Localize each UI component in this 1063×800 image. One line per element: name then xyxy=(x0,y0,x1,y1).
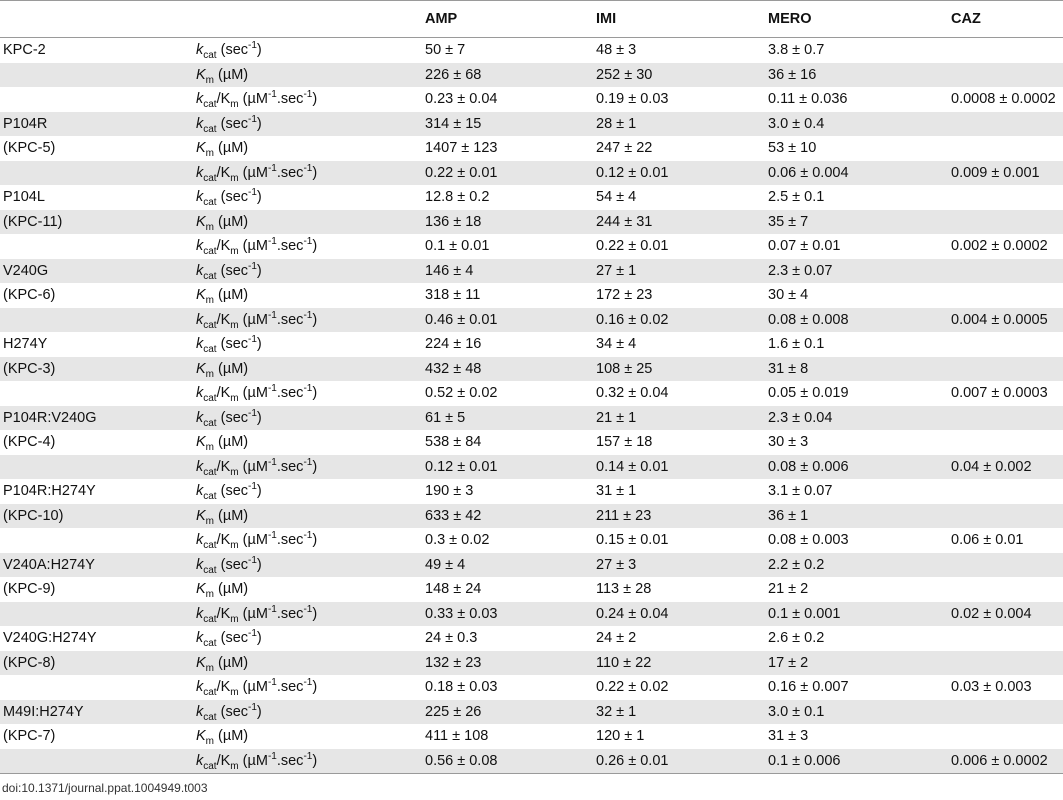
value-cell-amp: 0.33 ± 0.03 xyxy=(422,602,593,627)
value-cell-imi: 0.15 ± 0.01 xyxy=(596,532,669,548)
table-row xyxy=(0,553,1063,578)
enzyme-cell: (KPC-11) xyxy=(0,210,193,235)
value-cell-amp: 12.8 ± 0.2 xyxy=(425,189,490,205)
value-cell-caz xyxy=(948,626,1063,651)
value-cell-mero: 0.16 ± 0.007 xyxy=(768,679,849,695)
value-cell-amp: 148 ± 24 xyxy=(425,581,482,597)
table-row xyxy=(0,381,1063,406)
value-cell-imi: 247 ± 22 xyxy=(596,140,653,156)
enzyme-cell xyxy=(0,63,193,88)
value-cell-amp: 146 ± 4 xyxy=(422,259,593,284)
table-body xyxy=(0,38,1063,774)
value-cell-caz: 0.06 ± 0.01 xyxy=(951,532,1024,548)
value-cell-amp: 0.56 ± 0.08 xyxy=(422,749,593,774)
value-cell-amp: 24 ± 0.3 xyxy=(425,630,478,646)
value-cell-caz xyxy=(948,63,1063,88)
value-cell-imi: 120 ± 1 xyxy=(596,728,645,744)
value-cell-caz: 0.004 ± 0.0005 xyxy=(948,308,1063,333)
parameter-cell: $k_{cat}$ $(\sec^{-1})$ xyxy=(193,112,422,137)
value-cell-amp: 318 ± 11 xyxy=(425,287,481,303)
table-row xyxy=(0,602,1063,627)
value-cell-amp: 190 ± 3 xyxy=(425,483,474,499)
value-cell-mero: 31 ± 8 xyxy=(765,357,948,382)
table-row xyxy=(0,406,1063,431)
value-cell-imi: 0.26 ± 0.01 xyxy=(593,749,765,774)
parameter-cell: $k_{cat}/K_m$ $(\mu M^{-1}.\sec^{-1})$ xyxy=(196,236,318,257)
value-cell-imi: 157 ± 18 xyxy=(596,434,653,450)
parameter-cell: $k_{cat}$ $(\sec^{-1})$ xyxy=(196,628,262,649)
value-cell-mero: 31 ± 3 xyxy=(768,728,809,744)
enzyme-cell: (KPC-8) xyxy=(0,651,193,676)
header-amp: AMP xyxy=(422,1,593,38)
value-cell-caz: 0.002 ± 0.0002 xyxy=(951,238,1048,254)
header-imi: IMI xyxy=(593,1,765,38)
value-cell-caz xyxy=(948,504,1063,529)
value-cell-caz: 0.006 ± 0.0002 xyxy=(948,749,1063,774)
value-cell-mero: 0.08 ± 0.008 xyxy=(765,308,948,333)
header-mero: MERO xyxy=(765,1,948,38)
value-cell-caz: 0.009 ± 0.001 xyxy=(948,161,1063,186)
parameter-cell: $k_{cat}$ $(\sec^{-1})$ xyxy=(193,259,422,284)
value-cell-amp: 432 ± 48 xyxy=(422,357,593,382)
value-cell-caz xyxy=(948,430,1063,455)
value-cell-mero: 0.05 ± 0.019 xyxy=(768,385,849,401)
table-row xyxy=(0,626,1063,651)
value-cell-imi: 54 ± 4 xyxy=(596,189,637,205)
enzyme-cell: H274Y xyxy=(3,336,48,352)
doi-caption: doi:10.1371/journal.ppat.1004949.t003 xyxy=(2,781,208,795)
value-cell-imi: 0.22 ± 0.02 xyxy=(596,679,669,695)
value-cell-mero: 30 ± 4 xyxy=(768,287,809,303)
value-cell-imi: 172 ± 23 xyxy=(596,287,653,303)
value-cell-caz xyxy=(948,259,1063,284)
parameter-cell: $k_{cat}$ $(\sec^{-1})$ xyxy=(193,553,422,578)
parameter-cell: $K_m$ (µM) xyxy=(196,140,249,159)
enzyme-cell: P104R:V240G xyxy=(0,406,193,431)
enzyme-cell: V240G:H274Y xyxy=(3,630,97,646)
parameter-cell: $k_{cat}$ $(\sec^{-1})$ xyxy=(196,481,262,502)
value-cell-mero: 0.08 ± 0.006 xyxy=(765,455,948,480)
table-row xyxy=(0,749,1063,774)
table-row xyxy=(0,700,1063,725)
value-cell-mero: 3.1 ± 0.07 xyxy=(768,483,833,499)
parameter-cell: $k_{cat}$ $(\sec^{-1})$ xyxy=(196,40,262,61)
parameter-cell: $K_m$ (µM) xyxy=(196,581,249,600)
enzyme-cell: (KPC-10) xyxy=(0,504,193,529)
value-cell-amp: 0.22 ± 0.01 xyxy=(422,161,593,186)
value-cell-mero: 35 ± 7 xyxy=(765,210,948,235)
header-enzyme xyxy=(0,1,193,38)
parameter-cell: $k_{cat}/K_m$ $(\mu M^{-1}.\sec^{-1})$ xyxy=(193,455,422,480)
value-cell-mero: 2.3 ± 0.04 xyxy=(765,406,948,431)
value-cell-caz xyxy=(948,700,1063,725)
value-cell-caz: 0.04 ± 0.002 xyxy=(948,455,1063,480)
value-cell-amp: 224 ± 16 xyxy=(425,336,482,352)
parameter-cell: $k_{cat}/K_m$ $(\mu M^{-1}.\sec^{-1})$ xyxy=(196,677,318,698)
enzyme-cell: P104R xyxy=(0,112,193,137)
value-cell-imi: 21 ± 1 xyxy=(593,406,765,431)
value-cell-mero: 3.0 ± 0.1 xyxy=(765,700,948,725)
value-cell-imi: 244 ± 31 xyxy=(593,210,765,235)
value-cell-amp: 49 ± 4 xyxy=(422,553,593,578)
value-cell-imi: 108 ± 25 xyxy=(593,357,765,382)
value-cell-imi: 0.32 ± 0.04 xyxy=(596,385,669,401)
value-cell-caz xyxy=(948,210,1063,235)
value-cell-mero: 0.08 ± 0.003 xyxy=(768,532,849,548)
value-cell-amp: 1407 ± 123 xyxy=(425,140,498,156)
value-cell-caz xyxy=(948,577,1063,602)
table-row xyxy=(0,479,1063,504)
parameter-cell: $k_{cat}/K_m$ $(\mu M^{-1}.\sec^{-1})$ xyxy=(193,308,422,333)
enzyme-cell xyxy=(0,455,193,480)
enzyme-cell: KPC-2 xyxy=(3,42,46,58)
value-cell-imi: 0.16 ± 0.02 xyxy=(593,308,765,333)
value-cell-amp: 0.18 ± 0.03 xyxy=(425,679,498,695)
value-cell-imi: 32 ± 1 xyxy=(593,700,765,725)
enzyme-cell: P104R:H274Y xyxy=(3,483,96,499)
table-row xyxy=(0,724,1063,749)
parameter-cell: $k_{cat}$ $(\sec^{-1})$ xyxy=(193,406,422,431)
value-cell-caz: 0.03 ± 0.003 xyxy=(951,679,1032,695)
value-cell-amp: 0.52 ± 0.02 xyxy=(425,385,498,401)
enzyme-cell xyxy=(0,675,193,700)
value-cell-amp: 50 ± 7 xyxy=(425,42,466,58)
value-cell-amp: 225 ± 26 xyxy=(422,700,593,725)
parameter-cell: $k_{cat}/K_m$ $(\mu M^{-1}.\sec^{-1})$ xyxy=(196,383,318,404)
value-cell-amp: 0.3 ± 0.02 xyxy=(425,532,490,548)
value-cell-imi: 252 ± 30 xyxy=(593,63,765,88)
value-cell-caz xyxy=(948,112,1063,137)
value-cell-amp: 0.1 ± 0.01 xyxy=(425,238,490,254)
table-row xyxy=(0,308,1063,333)
value-cell-caz xyxy=(948,651,1063,676)
table-row xyxy=(0,675,1063,700)
table-row xyxy=(0,651,1063,676)
value-cell-imi: 211 ± 23 xyxy=(593,504,765,529)
value-cell-mero: 2.2 ± 0.2 xyxy=(765,553,948,578)
value-cell-imi: 0.14 ± 0.01 xyxy=(593,455,765,480)
table-row xyxy=(0,283,1063,308)
table-row xyxy=(0,504,1063,529)
parameter-cell: $k_{cat}/K_m$ $(\mu M^{-1}.\sec^{-1})$ xyxy=(193,161,422,186)
value-cell-amp: 538 ± 84 xyxy=(425,434,482,450)
value-cell-amp: 61 ± 5 xyxy=(422,406,593,431)
enzyme-cell: (KPC-7) xyxy=(3,728,56,744)
enzyme-cell: (KPC-3) xyxy=(0,357,193,382)
parameter-cell: $k_{cat}$ $(\sec^{-1})$ xyxy=(196,334,262,355)
value-cell-imi: 28 ± 1 xyxy=(593,112,765,137)
value-cell-imi: 0.12 ± 0.01 xyxy=(593,161,765,186)
enzyme-cell xyxy=(0,308,193,333)
value-cell-mero: 3.0 ± 0.4 xyxy=(765,112,948,137)
value-cell-amp: 132 ± 23 xyxy=(422,651,593,676)
parameter-cell: $k_{cat}$ $(\sec^{-1})$ xyxy=(196,187,262,208)
table-row xyxy=(0,577,1063,602)
table-row xyxy=(0,63,1063,88)
enzyme-cell: (KPC-4) xyxy=(3,434,56,450)
value-cell-caz xyxy=(948,406,1063,431)
value-cell-imi: 0.22 ± 0.01 xyxy=(596,238,669,254)
value-cell-caz xyxy=(948,332,1063,357)
parameter-cell: $K_m$ (µM) xyxy=(193,651,422,676)
value-cell-amp: 0.46 ± 0.01 xyxy=(422,308,593,333)
value-cell-mero: 21 ± 2 xyxy=(768,581,809,597)
table-row xyxy=(0,112,1063,137)
value-cell-mero: 53 ± 10 xyxy=(768,140,817,156)
value-cell-mero: 1.6 ± 0.1 xyxy=(768,336,825,352)
table-row xyxy=(0,259,1063,284)
value-cell-imi: 110 ± 22 xyxy=(593,651,765,676)
table-row xyxy=(0,332,1063,357)
value-cell-amp: 0.12 ± 0.01 xyxy=(422,455,593,480)
value-cell-imi: 48 ± 3 xyxy=(596,42,637,58)
enzyme-cell xyxy=(0,749,193,774)
value-cell-mero: 0.07 ± 0.01 xyxy=(768,238,841,254)
value-cell-amp: 226 ± 68 xyxy=(422,63,593,88)
enzyme-cell: (KPC-6) xyxy=(3,287,56,303)
enzyme-cell: (KPC-9) xyxy=(3,581,56,597)
value-cell-imi: 0.19 ± 0.03 xyxy=(596,91,669,107)
enzyme-cell xyxy=(0,87,193,112)
value-cell-mero: 30 ± 3 xyxy=(768,434,809,450)
value-cell-caz xyxy=(948,283,1063,308)
table-row xyxy=(0,136,1063,161)
value-cell-imi: 27 ± 1 xyxy=(593,259,765,284)
value-cell-mero: 36 ± 16 xyxy=(765,63,948,88)
enzyme-cell xyxy=(0,381,193,406)
enzyme-cell: P104L xyxy=(3,189,45,205)
value-cell-imi: 34 ± 4 xyxy=(596,336,637,352)
value-cell-amp: 0.23 ± 0.04 xyxy=(425,91,498,107)
value-cell-amp: 633 ± 42 xyxy=(422,504,593,529)
value-cell-mero: 0.06 ± 0.004 xyxy=(765,161,948,186)
value-cell-caz xyxy=(948,553,1063,578)
value-cell-caz xyxy=(948,479,1063,504)
enzyme-cell xyxy=(0,161,193,186)
table-row xyxy=(0,234,1063,259)
value-cell-amp: 314 ± 15 xyxy=(422,112,593,137)
value-cell-imi: 113 ± 28 xyxy=(596,581,652,597)
header-caz: CAZ xyxy=(948,1,1063,38)
value-cell-imi: 31 ± 1 xyxy=(596,483,637,499)
value-cell-caz xyxy=(948,724,1063,749)
value-cell-caz: 0.02 ± 0.004 xyxy=(948,602,1063,627)
value-cell-amp: 411 ± 108 xyxy=(425,728,489,744)
header-parameter xyxy=(193,1,422,38)
value-cell-mero: 2.6 ± 0.2 xyxy=(768,630,825,646)
table-row xyxy=(0,185,1063,210)
enzyme-cell: (KPC-5) xyxy=(3,140,56,156)
table-row xyxy=(0,210,1063,235)
enzyme-cell xyxy=(0,234,193,259)
parameter-cell: $k_{cat}$ $(\sec^{-1})$ xyxy=(193,700,422,725)
value-cell-amp: 136 ± 18 xyxy=(422,210,593,235)
value-cell-caz xyxy=(948,357,1063,382)
header-row xyxy=(0,1,1063,38)
enzyme-cell xyxy=(0,528,193,553)
table-row xyxy=(0,38,1063,63)
parameter-cell: $K_m$ (µM) xyxy=(196,434,249,453)
value-cell-mero: 0.11 ± 0.036 xyxy=(768,91,848,107)
value-cell-caz: 0.0008 ± 0.0002 xyxy=(951,91,1056,107)
value-cell-mero: 2.3 ± 0.07 xyxy=(765,259,948,284)
parameter-cell: $k_{cat}/K_m$ $(\mu M^{-1}.\sec^{-1})$ xyxy=(196,530,318,551)
value-cell-caz: 0.007 ± 0.0003 xyxy=(951,385,1048,401)
table-header xyxy=(0,1,1063,38)
table-row xyxy=(0,357,1063,382)
value-cell-mero: 0.1 ± 0.006 xyxy=(765,749,948,774)
value-cell-imi: 0.24 ± 0.04 xyxy=(593,602,765,627)
parameter-cell: $k_{cat}/K_m$ $(\mu M^{-1}.\sec^{-1})$ xyxy=(196,89,318,110)
parameter-cell: $K_m$ (µM) xyxy=(193,504,422,529)
parameter-cell: $K_m$ (µM) xyxy=(193,63,422,88)
table-row xyxy=(0,161,1063,186)
value-cell-caz xyxy=(948,38,1063,63)
value-cell-caz xyxy=(948,136,1063,161)
value-cell-imi: 24 ± 2 xyxy=(596,630,637,646)
parameter-cell: $K_m$ (µM) xyxy=(196,728,249,747)
parameter-cell: $k_{cat}/K_m$ $(\mu M^{-1}.\sec^{-1})$ xyxy=(193,602,422,627)
table-row xyxy=(0,430,1063,455)
value-cell-caz xyxy=(948,185,1063,210)
table-row xyxy=(0,528,1063,553)
enzyme-cell: V240A:H274Y xyxy=(0,553,193,578)
enzyme-cell: V240G xyxy=(0,259,193,284)
parameter-cell: $K_m$ (µM) xyxy=(196,287,249,306)
table-row xyxy=(0,455,1063,480)
value-cell-mero: 36 ± 1 xyxy=(765,504,948,529)
enzyme-cell xyxy=(0,602,193,627)
value-cell-mero: 2.5 ± 0.1 xyxy=(768,189,825,205)
value-cell-imi: 27 ± 3 xyxy=(593,553,765,578)
enzyme-cell: M49I:H274Y xyxy=(0,700,193,725)
table-row xyxy=(0,87,1063,112)
value-cell-mero: 3.8 ± 0.7 xyxy=(768,42,825,58)
value-cell-mero: 17 ± 2 xyxy=(765,651,948,676)
parameter-cell: $k_{cat}/K_m$ $(\mu M^{-1}.\sec^{-1})$ xyxy=(193,749,422,774)
parameter-cell: $K_m$ (µM) xyxy=(193,357,422,382)
parameter-cell: $K_m$ (µM) xyxy=(193,210,422,235)
value-cell-mero: 0.1 ± 0.001 xyxy=(765,602,948,627)
